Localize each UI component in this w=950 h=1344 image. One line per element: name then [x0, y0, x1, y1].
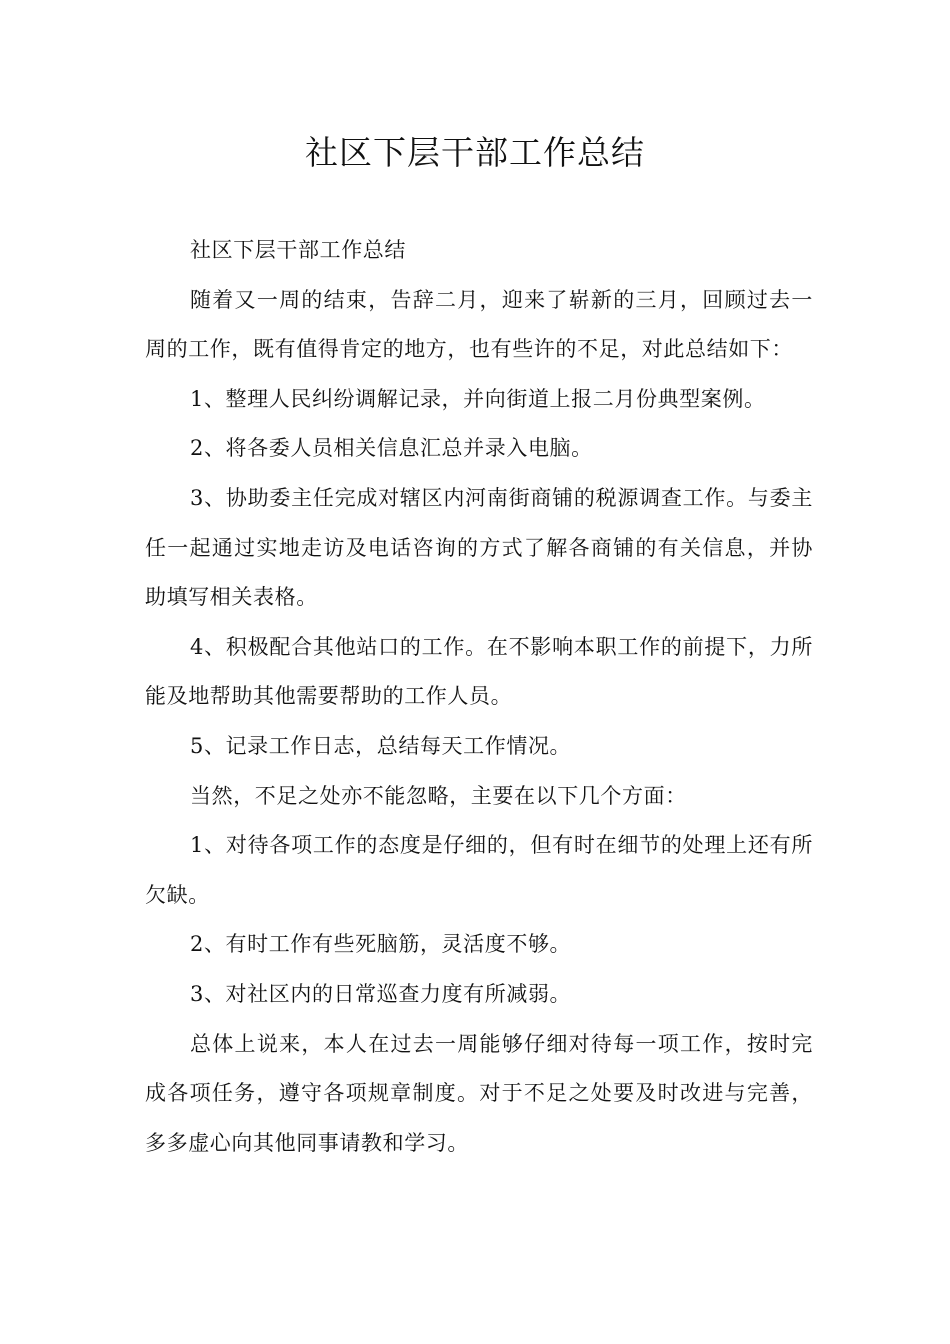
paragraph-item-3: 3、协助委主任完成对辖区内河南街商铺的税源调查工作。与委主任一起通过实地走访及电话咨询的方式了解各商铺的有关信息，并协助填写相关表格。: [145, 485, 813, 610]
paragraph-conclusion: 总体上说来，本人在过去一周能够仔细对待每一项工作，按时完成各项任务，遵守各项规章制度。对于不足之处要及时改进与完善，多多虚心向其他同事请教和学习。: [145, 1031, 813, 1155]
paragraph-subtitle: 社区下层干部工作总结: [190, 238, 406, 262]
paragraph-shortcoming-1: 1、对待各项工作的态度是仔细的，但有时在细节的处理上还有所欠缺。: [145, 833, 813, 907]
paragraph-intro: 随着又一周的结束，告辞二月，迎来了崭新的三月，回顾过去一周的工作，既有值得肯定的地方，也有些许的不足，对此总结如下：: [145, 287, 813, 362]
paragraph-item-1: 1、整理人民纠纷调解记录，并向街道上报二月份典型案例。: [190, 386, 766, 411]
paragraph-shortcomings-intro: 当然，不足之处亦不能忽略，主要在以下几个方面：: [190, 783, 687, 808]
document-title: 社区下层干部工作总结: [305, 133, 645, 172]
paragraph-shortcoming-3: 3、对社区内的日常巡查力度有所减弱。: [190, 981, 572, 1006]
paragraph-item-5: 5、记录工作日志，总结每天工作情况。: [190, 733, 572, 758]
paragraph-shortcoming-2: 2、有时工作有些死脑筋，灵活度不够。: [190, 932, 572, 957]
paragraph-item-2: 2、将各委人员相关信息汇总并录入电脑。: [190, 436, 593, 461]
paragraph-item-4: 4、积极配合其他站口的工作。在不影响本职工作的前提下，力所能及地帮助其他需要帮助的工作人员。: [145, 634, 813, 709]
document-body: [145, 226, 813, 1168]
